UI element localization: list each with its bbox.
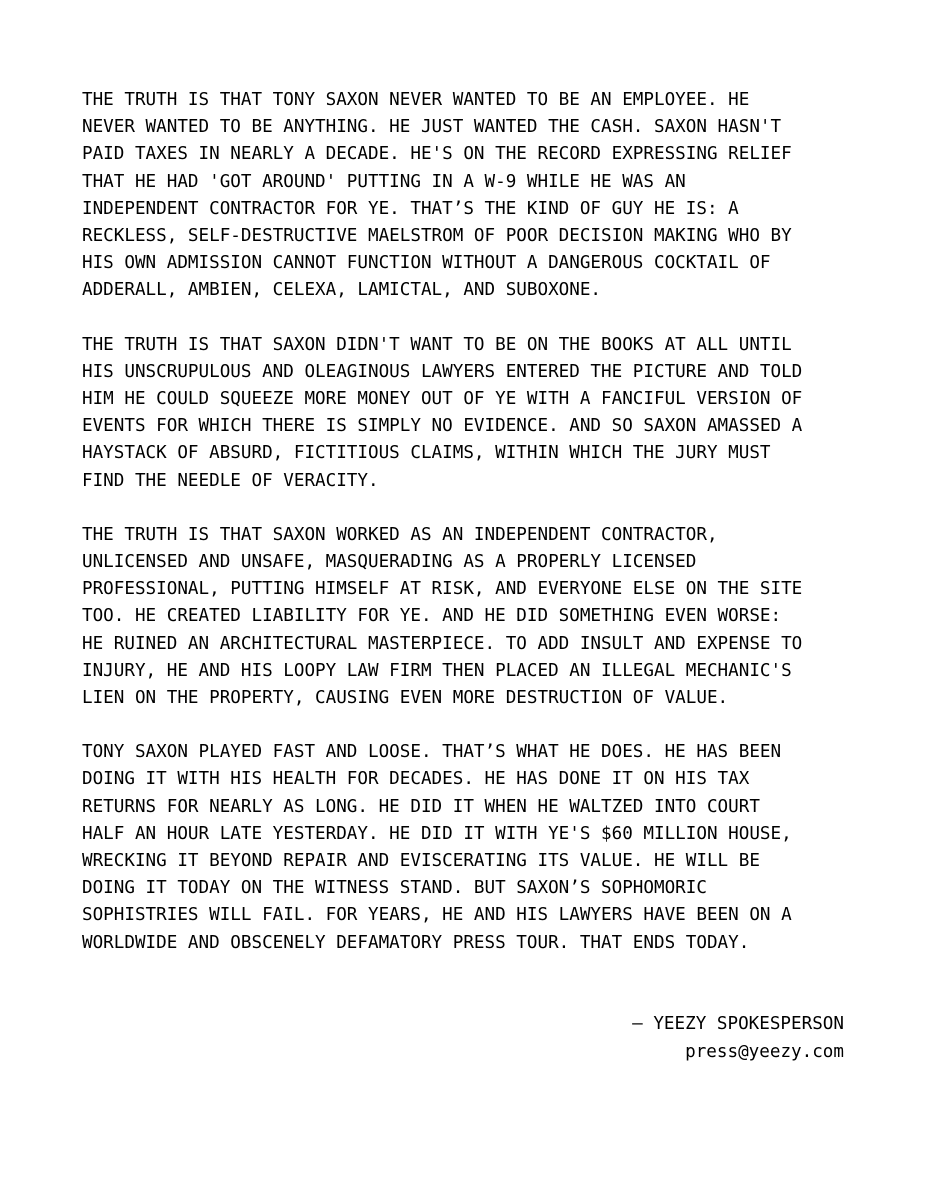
text-line: RECKLESS, SELF-DESTRUCTIVE MAELSTROM OF POOR DECISION MAKING WHO BY [82, 226, 792, 247]
text-line: DOING IT WITH HIS HEALTH FOR DECADES. HE HAS DONE IT ON HIS TAX [82, 769, 750, 790]
text-line: HALF AN HOUR LATE YESTERDAY. HE DID IT WITH YE'S $60 MILLION HOUSE, [82, 823, 792, 844]
text-line: WORLDWIDE AND OBSCENELY DEFAMATORY PRESS TOUR. THAT ENDS TODAY. [82, 932, 750, 953]
paragraph-1 [82, 87, 852, 305]
text-line: PROFESSIONAL, PUTTING HIMSELF AT RISK, AND EVERYONE ELSE ON THE SITE [82, 579, 803, 600]
text-line: NEVER WANTED TO BE ANYTHING. HE JUST WANTED THE CASH. SAXON HASN'T [82, 117, 782, 138]
text-line: RETURNS FOR NEARLY AS LONG. HE DID IT WHEN HE WALTZED INTO COURT [82, 796, 760, 817]
text-line: WRECKING IT BEYOND REPAIR AND EVISCERATING ITS VALUE. HE WILL BE [82, 851, 760, 872]
text-line: HIM HE COULD SQUEEZE MORE MONEY OUT OF YE WITH A FANCIFUL VERSION OF [82, 389, 803, 410]
text-line: THAT HE HAD 'GOT AROUND' PUTTING IN A W-9 WHILE HE WAS AN [82, 171, 686, 192]
text-line: HIS UNSCRUPULOUS AND OLEAGINOUS LAWYERS ENTERED THE PICTURE AND TOLD [82, 361, 803, 382]
text-line: INDEPENDENT CONTRACTOR FOR YE. THAT’S THE KIND OF GUY HE IS: A [82, 198, 739, 219]
paragraph-3 [82, 522, 852, 712]
text-line: THE TRUTH IS THAT SAXON DIDN'T WANT TO BE ON THE BOOKS AT ALL UNTIL [82, 334, 792, 355]
signature-block [632, 1011, 844, 1066]
text-line: HIS OWN ADMISSION CANNOT FUNCTION WITHOUT A DANGEROUS COCKTAIL OF [82, 253, 771, 274]
text-line: HAYSTACK OF ABSURD, FICTITIOUS CLAIMS, WITHIN WHICH THE JURY MUST [82, 443, 771, 464]
text-line: THE TRUTH IS THAT SAXON WORKED AS AN INDEPENDENT CONTRACTOR, [82, 524, 718, 545]
statement-body [82, 87, 852, 984]
text-line: ADDERALL, AMBIEN, CELEXA, LAMICTAL, AND SUBOXONE. [82, 280, 602, 301]
text-line: TOO. HE CREATED LIABILITY FOR YE. AND HE DID SOMETHING EVEN WORSE: [82, 606, 782, 627]
spokesperson-signature: — YEEZY SPOKESPERSON [632, 1014, 844, 1034]
text-line: EVENTS FOR WHICH THERE IS SIMPLY NO EVIDENCE. AND SO SAXON AMASSED A [82, 416, 803, 437]
text-line: THE TRUTH IS THAT TONY SAXON NEVER WANTED TO BE AN EMPLOYEE. HE [82, 90, 750, 110]
text-line: INJURY, HE AND HIS LOOPY LAW FIRM THEN PLACED AN ILLEGAL MECHANIC'S [82, 660, 792, 681]
paragraph-2 [82, 332, 852, 495]
text-line: TONY SAXON PLAYED FAST AND LOOSE. THAT’S WHAT HE DOES. HE HAS BEEN [82, 742, 782, 763]
text-line: SOPHISTRIES WILL FAIL. FOR YEARS, HE AND HIS LAWYERS HAVE BEEN ON A [82, 905, 792, 926]
text-line: PAID TAXES IN NEARLY A DECADE. HE'S ON THE RECORD EXPRESSING RELIEF [82, 144, 792, 165]
text-line: UNLICENSED AND UNSAFE, MASQUERADING AS A PROPERLY LICENSED [82, 552, 697, 573]
text-line: DOING IT TODAY ON THE WITNESS STAND. BUT SAXON’S SOPHOMORIC [82, 878, 707, 899]
press-email: press@yeezy.com [685, 1041, 844, 1062]
text-line: HE RUINED AN ARCHITECTURAL MASTERPIECE. TO ADD INSULT AND EXPENSE TO [82, 633, 803, 654]
paragraph-4 [82, 739, 852, 957]
text-line: LIEN ON THE PROPERTY, CAUSING EVEN MORE DESTRUCTION OF VALUE. [82, 688, 729, 709]
text-line: FIND THE NEEDLE OF VERACITY. [82, 470, 379, 491]
